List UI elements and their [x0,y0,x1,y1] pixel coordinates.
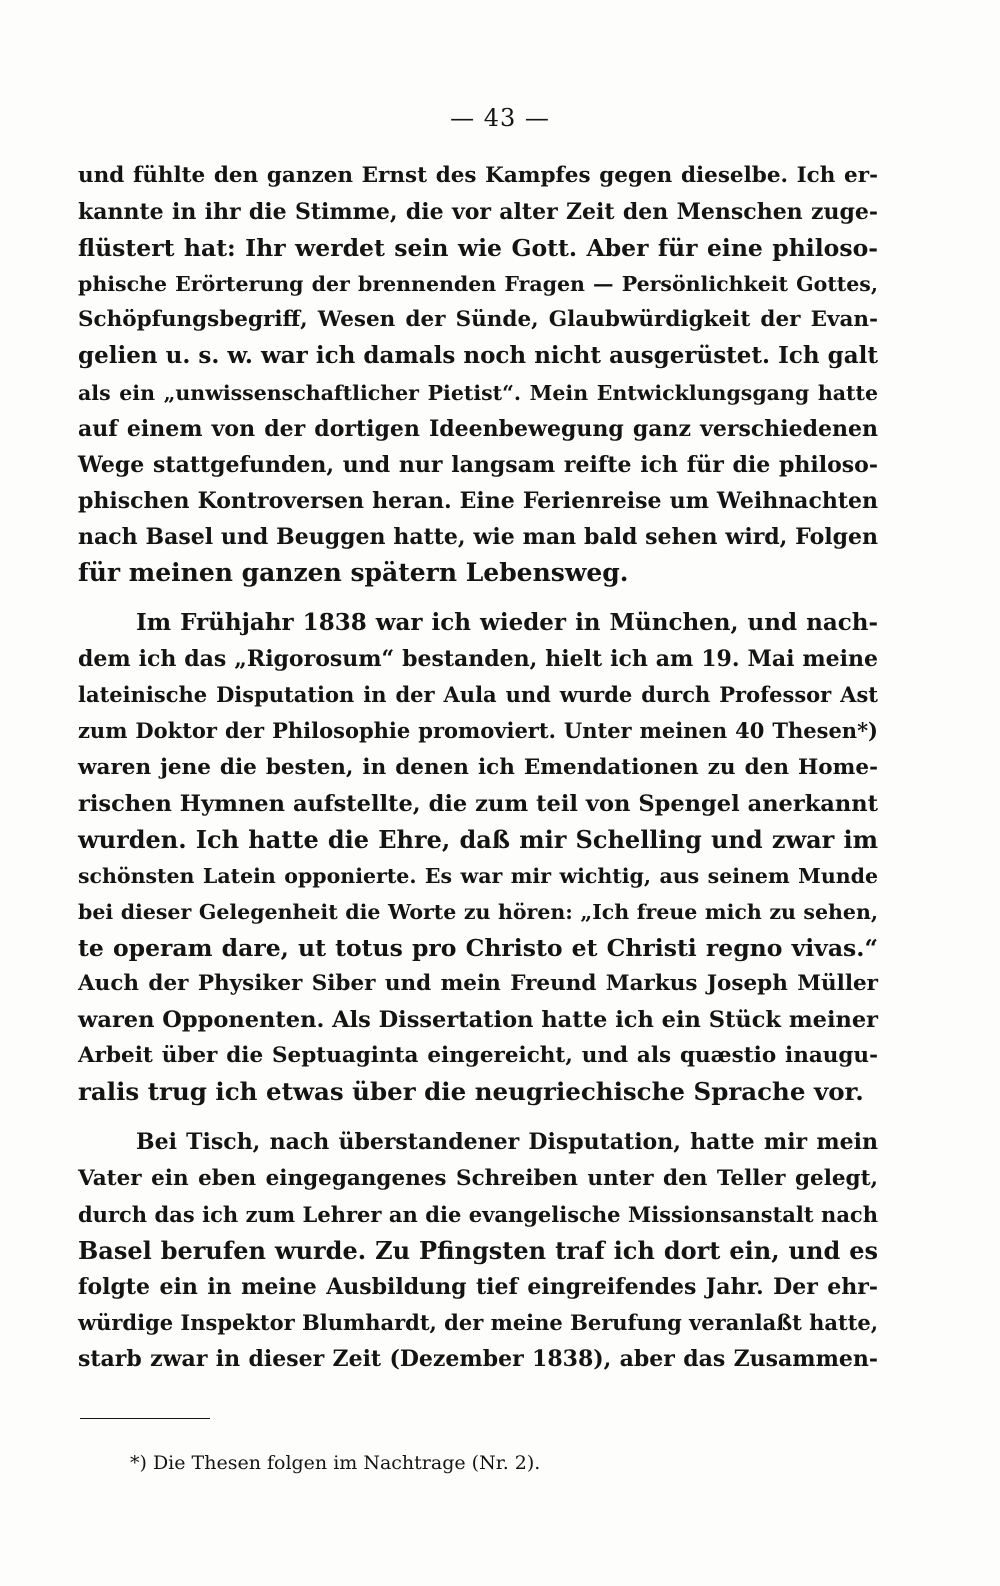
text-line: kannte in ihr die Stimme, die vor alter Zeit den Menschen zuge- [78,199,878,226]
footnote: *) Die Thesen folgen im Nachtrage (Nr. 2). [130,1452,541,1474]
text-line: nach Basel und Beuggen hatte, wie man bald sehen wird, Folgen [78,523,878,550]
text-line: schönsten Latein opponierte. Es war mir wichtig, aus seinem Munde [78,863,878,888]
text-line: und fühlte den ganzen Ernst des Kampfes gegen dieselbe. Ich er- [78,163,878,188]
text-line: bei dieser Gelegenheit die Worte zu hören: „Ich freue mich zu sehen, [78,899,878,924]
text-line: gelien u. s. w. war ich damals noch nicht ausgerüstet. Ich galt [78,342,878,370]
text-line: phische Erörterung der brennenden Fragen — Persönlichkeit Gottes, [78,272,878,297]
paragraph-1 [78,158,878,591]
footnote-divider [80,1418,210,1419]
text-line: starb zwar in dieser Zeit (Dezember 1838), aber das Zusammen- [78,1346,878,1372]
text-line: phischen Kontroversen heran. Eine Ferienreise um Weihnachten [78,487,878,514]
body-text [78,158,878,1377]
text-line: durch das ich zum Lehrer an die evangelische Missionsanstalt nach [78,1201,878,1227]
text-line: dem ich das „Rigorosum“ bestanden, hielt ich am 19. Mai meine [78,646,878,673]
text-line: te operam dare, ut totus pro Christo et Christi regno vivas.“ [78,933,878,962]
text-line: Arbeit über die Septuaginta eingereicht, und als quæstio inaugu- [78,1043,878,1069]
page-number: — 43 — [450,104,550,132]
text-line: wurden. Ich hatte die Ehre, daß mir Schelling und zwar im [78,824,878,854]
text-line: für meinen ganzen spätern Lebensweg. [78,558,629,588]
text-line: Vater ein eben eingegangenes Schreiben unter den Teller gelegt, [78,1165,878,1191]
text-line: ralis trug ich etwas über die neugriechische Sprache vor. [78,1077,864,1107]
text-line: waren Opponenten. Als Dissertation hatte ich ein Stück meiner [78,1007,879,1034]
text-line: flüstert hat: Ihr werdet sein wie Gott. Aber für eine philoso- [78,234,878,263]
text-line: als ein „unwissenschaftlicher Pietist“. Mein Entwicklungsgang hatte [78,380,878,405]
text-line: lateinische Disputation in der Aula und wurde durch Professor Ast [78,682,878,708]
text-line: Schöpfungsbegriff, Wesen der Sünde, Glaubwürdigkeit der Evan- [78,307,878,333]
text-line: Bei Tisch, nach überstandener Disputation, hatte mir mein [136,1129,878,1156]
text-line: waren jene die besten, in denen ich Emendationen zu den Home- [78,754,878,780]
text-line: Im Frühjahr 1838 war ich wieder in München, und nach- [136,609,878,637]
text-line: zum Doktor der Philosophie promoviert. Unter meinen 40 Thesen*) [78,718,878,744]
text-line: würdige Inspektor Blumhardt, der meine Berufung veranlaßt hatte, [78,1309,879,1335]
text-line: Auch der Physiker Siber und mein Freund Markus Joseph Müller [78,971,878,997]
text-line: rischen Hymnen aufstellte, die zum teil von Spengel anerkannt [78,790,878,817]
text-line: auf einem von der dortigen Ideenbewegung ganz verschiedenen [78,415,878,442]
text-line: Basel berufen wurde. Zu Pfingsten traf ich dort ein, und es [78,1235,878,1265]
paragraph-2 [78,605,878,1110]
text-line: Wege stattgefunden, und nur langsam reifte ich für die philoso- [78,451,878,478]
paragraph-3 [78,1124,878,1377]
text-line: folgte ein in meine Ausbildung tief eingreifendes Jahr. Der ehr- [78,1273,878,1300]
